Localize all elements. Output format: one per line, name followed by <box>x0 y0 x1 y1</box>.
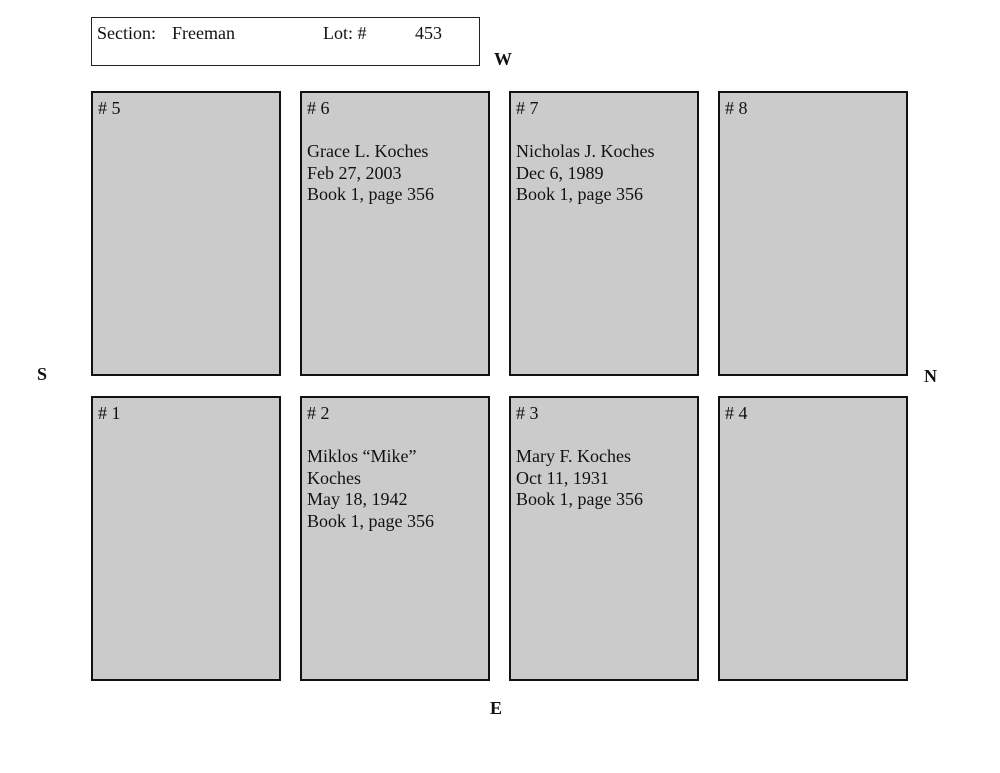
plot-number: # 6 <box>307 98 330 118</box>
plot-1[interactable] <box>91 396 281 681</box>
interment-name: Mary F. Koches <box>516 446 632 466</box>
interment-date: Dec 6, 1989 <box>516 162 604 183</box>
section-label: Section: <box>97 23 156 43</box>
interment-date: May 18, 1942 <box>307 489 408 509</box>
compass-south: S <box>37 364 48 384</box>
plot-2[interactable] <box>300 396 490 681</box>
lot-label: Lot: # <box>323 23 367 43</box>
plot-number: # 4 <box>725 403 748 423</box>
plot-number: # 2 <box>307 403 330 423</box>
compass-east: E <box>490 698 503 718</box>
plot-info <box>307 446 484 532</box>
section-lot-header <box>91 17 480 66</box>
plot-5[interactable] <box>91 91 281 376</box>
plot-info <box>307 141 484 206</box>
plot-number: # 5 <box>98 98 121 118</box>
plot-number: # 1 <box>98 403 121 423</box>
record-reference: Book 1, page 356 <box>307 510 434 531</box>
plot-number: # 7 <box>516 98 539 118</box>
plot-4[interactable] <box>718 396 908 681</box>
section-value: Freeman <box>172 23 235 43</box>
interment-name: Miklos “Mike” <box>307 446 417 466</box>
record-reference: Book 1, page 356 <box>516 489 643 509</box>
plot-6[interactable] <box>300 91 490 376</box>
interment-name: Nicholas J. Koches <box>516 141 655 161</box>
lot-value: 453 <box>415 23 442 43</box>
compass-west: W <box>494 49 512 69</box>
plot-7[interactable] <box>509 91 699 376</box>
record-reference: Book 1, page 356 <box>516 184 643 204</box>
interment-name-continued: Koches <box>307 467 361 488</box>
plot-number: # 8 <box>725 98 748 118</box>
plot-number: # 3 <box>516 403 539 423</box>
plot-info <box>516 446 693 511</box>
plot-8[interactable] <box>718 91 908 376</box>
plot-info <box>516 141 693 206</box>
interment-name: Grace L. Koches <box>307 141 429 161</box>
interment-date: Feb 27, 2003 <box>307 162 402 183</box>
record-reference: Book 1, page 356 <box>307 184 434 204</box>
plot-3[interactable] <box>509 396 699 681</box>
compass-north: N <box>924 366 937 386</box>
interment-date: Oct 11, 1931 <box>516 467 609 488</box>
